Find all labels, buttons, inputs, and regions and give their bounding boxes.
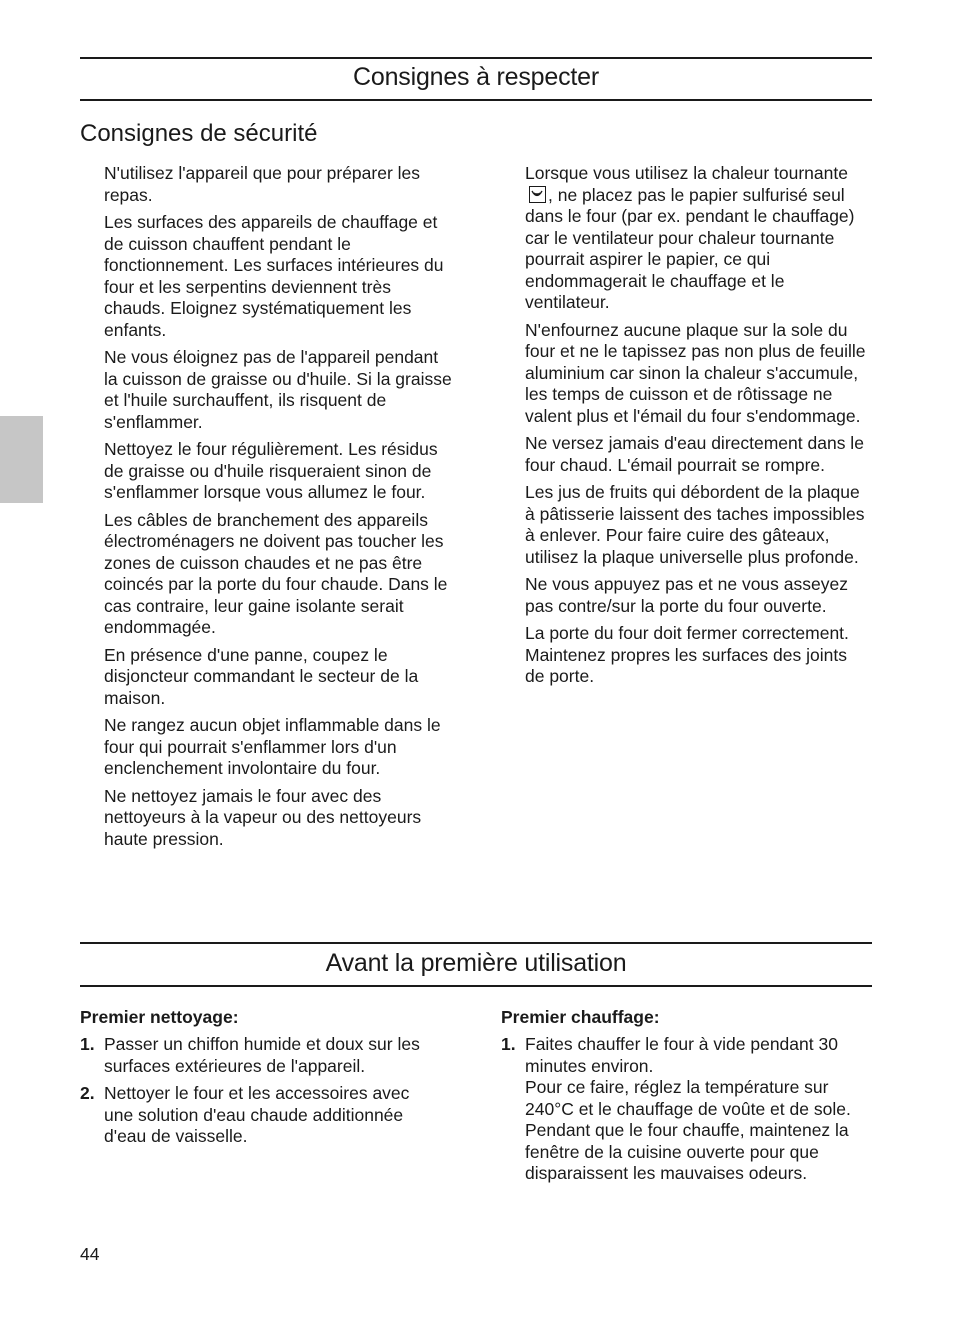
- step-text-line: Pendant que le four chauffe, maintenez la fenêtre de la cuisine ouverte pour que disparaissent les mauvaises odeurs.: [525, 1120, 849, 1183]
- section-title-avant: Avant la première utilisation: [325, 949, 627, 977]
- cleaning-steps: [80, 1034, 442, 1154]
- step-number: 1.: [501, 1034, 516, 1054]
- rule-top-2: [80, 942, 872, 944]
- safety-paragraph: Ne vous éloignez pas de l'appareil pendant la cuisson de graisse ou d'huile. Si la graisse et l'huile surchauffent, ils risquent de s'enflammer.: [104, 347, 452, 432]
- heading-premier-nettoyage: Premier nettoyage:: [80, 1007, 239, 1027]
- heating-steps: [501, 1034, 873, 1191]
- list-item: [501, 1034, 873, 1185]
- step-text-line: Pour ce faire, réglez la température sur 240°C et le chauffage de voûte et de sole.: [525, 1077, 851, 1119]
- step-text-line: Faites chauffer le four à vide pendant 30 minutes environ.: [525, 1034, 838, 1076]
- safety-paragraph: En présence d'une panne, coupez le disjoncteur commandant le secteur de la maison.: [104, 644, 419, 708]
- step-text: Passer un chiffon humide et doux sur les surfaces extérieures de l'appareil.: [104, 1034, 420, 1076]
- section-title-consignes: Consignes à respecter: [353, 63, 599, 91]
- safety-paragraph: N'enfournez aucune plaque sur la sole du four et ne le tapissez pas non plus de feuille aluminium car sinon la chaleur s'accumule, les temps de cuisson et de rôtissage ne valent plus et l'émail du four s'endommage.: [525, 319, 866, 426]
- safety-paragraph: Les surfaces des appareils de chauffage et de cuisson chauffent pendant le fonctionnement. Les surfaces intérieures du four et les serpentins deviennent très chauds. Eloignez systématiquement les enfants.: [104, 212, 444, 340]
- safety-paragraph: Ne rangez aucun objet inflammable dans le four qui pourrait s'enflammer lors d'un enclenchement involontaire du four.: [104, 715, 441, 778]
- step-number: 1.: [80, 1034, 95, 1054]
- safety-paragraph-convection: [525, 163, 870, 314]
- rule-bottom-2: [80, 985, 872, 987]
- step-number: 2.: [80, 1083, 95, 1103]
- safety-paragraph: La porte du four doit fermer correctement. Maintenez propres les surfaces des joints de porte.: [525, 623, 849, 686]
- safety-paragraph: Ne vous appuyez pas et ne vous asseyez pas contre/sur la porte du four ouverte.: [525, 574, 848, 616]
- safety-paragraph: Nettoyez le four régulièrement. Les résidus de graisse ou d'huile risqueraient sinon de s'enflammer lorsque vous allumez le four.: [104, 439, 438, 502]
- safety-paragraph: Les câbles de branchement des appareils électroménagers ne doivent pas toucher les zones de cuisson chaudes et ne pas être coincés par la porte du four chaude. Dans le cas contraire, leur gaine isolante serait endommagée.: [104, 509, 448, 637]
- step-text: Nettoyer le four et les accessoires avec une solution d'eau chaude additionnée d'eau de vaisselle.: [104, 1083, 410, 1146]
- page-number: 44: [80, 1244, 100, 1264]
- list-item: [80, 1083, 442, 1148]
- rule-bottom-1: [80, 99, 872, 101]
- safety-paragraph: Ne versez jamais d'eau directement dans le four chaud. L'émail pourrait se rompre.: [525, 433, 864, 475]
- subtitle-securite: Consignes de sécurité: [80, 120, 318, 147]
- convection-text-before: Lorsque vous utilisez la chaleur tournante: [525, 163, 848, 183]
- side-tab-marker: [0, 416, 43, 503]
- list-item: [80, 1034, 442, 1077]
- safety-paragraph: Ne nettoyez jamais le four avec des nettoyeurs à la vapeur ou des nettoyeurs haute pression.: [104, 785, 422, 849]
- rule-top-1: [80, 57, 872, 59]
- safety-paragraph: Les jus de fruits qui débordent de la plaque à pâtisserie laissent des taches impossibles à enlever. Pour faire cuire des gâteaux, utilisez la plaque universelle plus profonde.: [525, 482, 865, 567]
- safety-left-column: [104, 163, 456, 856]
- heading-premier-chauffage: Premier chauffage:: [501, 1007, 660, 1027]
- safety-paragraph: N'utilisez l'appareil que pour préparer les repas.: [104, 163, 421, 205]
- safety-right-column: [525, 163, 870, 694]
- convection-fan-icon: [529, 186, 546, 203]
- convection-text-after: , ne placez pas le papier sulfurisé seul dans le four (par ex. pendant le chauffage) car le ventilateur pour chaleur tournante pourrait aspirer le papier, ce qui endommagerait le chauffage et le ventilateur.: [525, 184, 855, 312]
